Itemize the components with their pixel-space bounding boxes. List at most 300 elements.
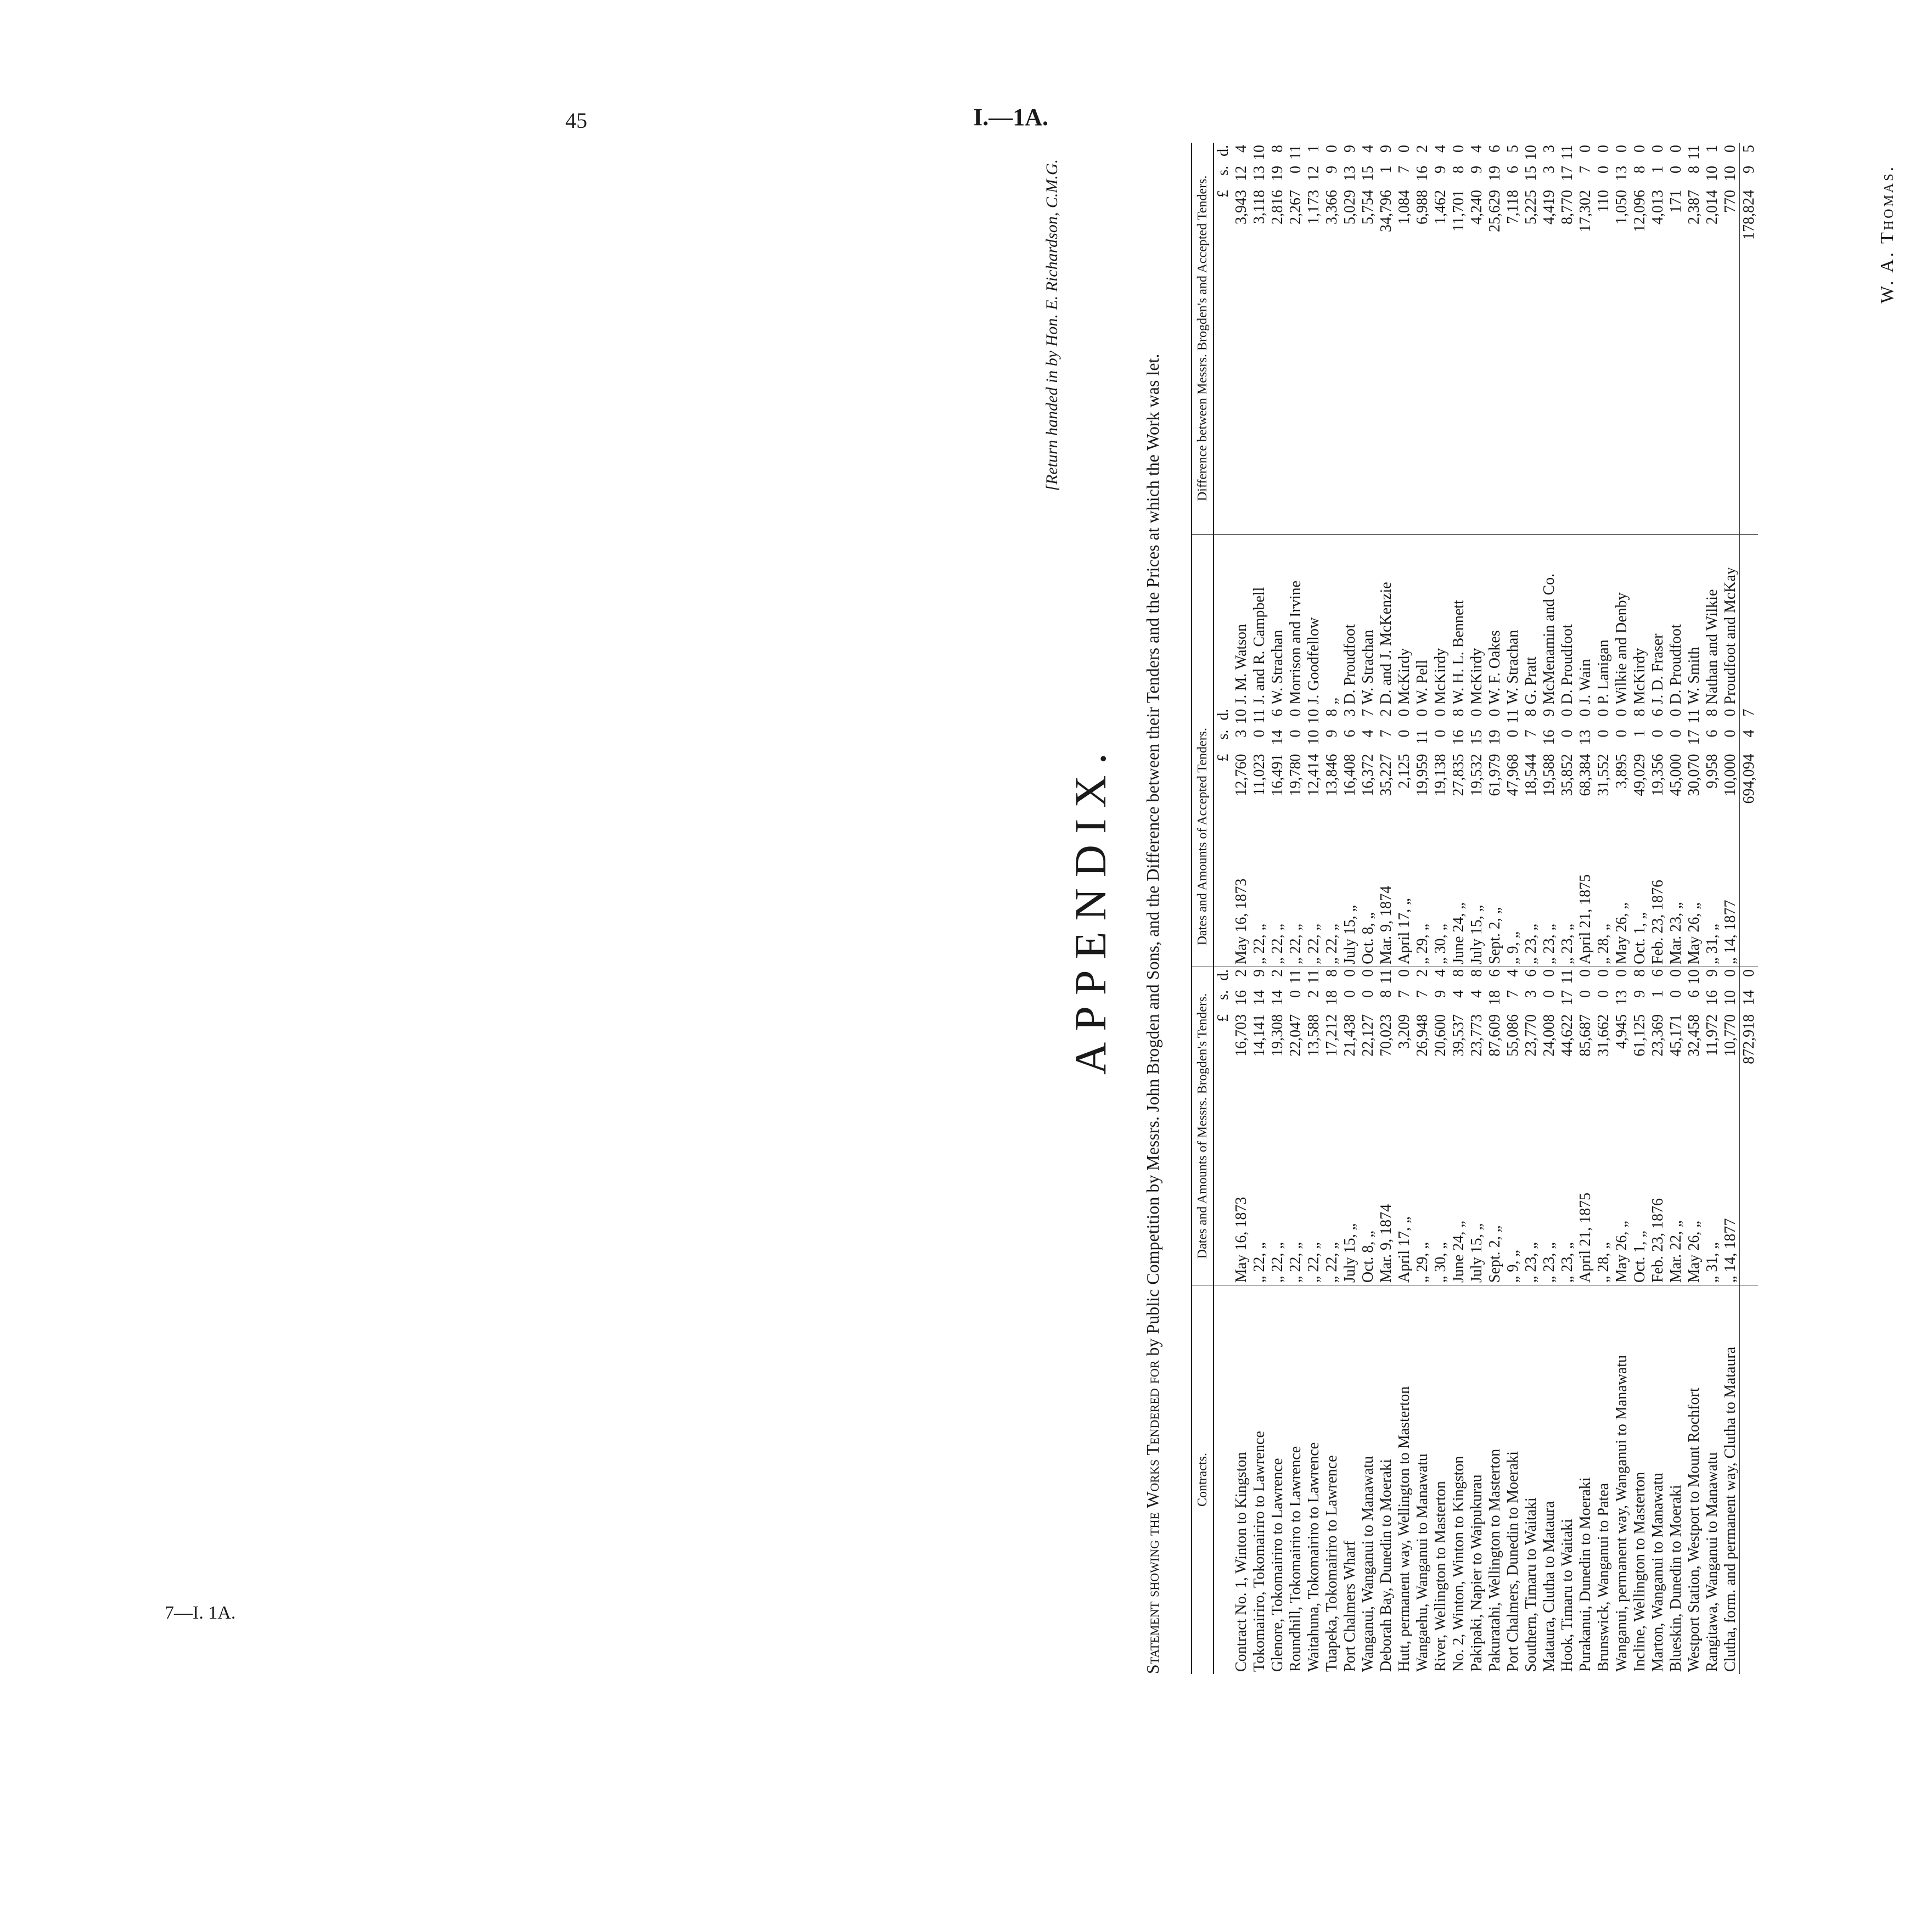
accepted-contractor: D. Proudfoot [1559, 624, 1576, 705]
difference-shillings: 8 [1450, 166, 1467, 173]
brogden-pounds: 23,773 [1468, 1014, 1485, 1057]
difference-shillings: 9 [1323, 166, 1340, 173]
accepted-contractor: Nathan and Wilkie [1704, 589, 1721, 705]
accepted-shillings: 15 [1468, 729, 1485, 745]
accepted-date: „ 23, „ [1540, 830, 1558, 967]
brogden-date: „ 22, „ [1305, 1111, 1323, 1285]
contract-name: Port Chalmers, Dunedin to Moeraki [1504, 1451, 1521, 1672]
difference-pounds: 2,267 [1287, 188, 1305, 534]
difference-pence: 0 [1649, 145, 1666, 153]
accepted-date: Mar. 9, 1874 [1377, 830, 1395, 967]
accepted-contractor: W. Pell [1414, 660, 1431, 705]
table-row [1703, 143, 1721, 1674]
brogden-pounds: 23,369 [1649, 1014, 1666, 1057]
table-units-row [1214, 143, 1232, 1674]
return-note: [Return handed in by Hon. E. Richardson, C.M.G. [1043, 159, 1061, 491]
brogden-date: Sept. 2, „ [1486, 1111, 1504, 1285]
accepted-contractor: W. F. Oakes [1486, 630, 1503, 705]
contract-name: Contract No. 1, Winton to Kingston [1233, 1452, 1250, 1672]
brogden-shillings: 0 [1541, 990, 1558, 998]
tenders-table [1191, 143, 1758, 1674]
accepted-pence: 7 [1360, 709, 1377, 717]
accepted-date: „ 22, „ [1305, 830, 1323, 967]
difference-pence: 3 [1541, 145, 1558, 153]
brogden-shillings: 7 [1414, 990, 1431, 998]
difference-shillings: 7 [1577, 166, 1594, 173]
accepted-pence: 0 [1722, 709, 1739, 717]
accepted-contractor: J. Wain [1577, 659, 1594, 705]
accepted-pounds: 16,372 [1360, 754, 1377, 796]
difference-pounds: 4,240 [1468, 188, 1486, 534]
brogden-pence: 8 [1323, 969, 1340, 977]
contract-name: Port Chalmers Wharf [1341, 1541, 1358, 1672]
brogden-pounds: 24,008 [1541, 1014, 1558, 1057]
accepted-contractor: D. Proudfoot [1667, 624, 1684, 705]
accepted-pence: 0 [1667, 709, 1684, 717]
difference-shillings: 0 [1667, 166, 1684, 173]
brogden-pence: 11 [1559, 969, 1576, 984]
brogden-date: Mar. 22, „ [1667, 1111, 1685, 1285]
difference-pence: 0 [1577, 145, 1594, 153]
accepted-shillings: 16 [1450, 729, 1467, 745]
difference-pence: 0 [1595, 145, 1612, 153]
brogden-date: July 15, „ [1468, 1111, 1486, 1285]
difference-pounds: 1,084 [1395, 188, 1413, 534]
accepted-pounds: 16,491 [1269, 754, 1286, 796]
unit-shilling: s. [1215, 729, 1232, 740]
brogden-pounds: 13,588 [1305, 1014, 1322, 1057]
brogden-shillings: 10 [1722, 990, 1739, 1006]
accepted-date: „ 22, „ [1287, 830, 1305, 967]
brogden-shillings: 18 [1323, 990, 1340, 1006]
brogden-pence: 0 [1360, 969, 1377, 977]
brogden-shillings: 4 [1450, 990, 1467, 998]
accepted-shillings: 3 [1233, 729, 1250, 738]
accepted-date: Feb. 23, 1876 [1649, 830, 1667, 967]
accepted-date: Sept. 2, „ [1486, 830, 1504, 967]
difference-pence: 4 [1468, 145, 1485, 153]
brogden-shillings: 4 [1468, 990, 1485, 998]
accepted-pounds: 10,000 [1722, 754, 1739, 796]
accepted-shillings: 13 [1577, 729, 1594, 745]
difference-pence: 4 [1360, 145, 1377, 153]
header-contracts: Contracts. [1192, 1285, 1214, 1675]
difference-pence: 0 [1323, 145, 1340, 153]
contract-name: Hook, Timaru to Waitaki [1559, 1519, 1576, 1672]
brogden-pence: 11 [1378, 969, 1395, 984]
accepted-pence: 0 [1396, 709, 1413, 717]
table-row [1594, 143, 1613, 1674]
brogden-pounds: 39,537 [1450, 1014, 1467, 1057]
difference-pounds: 3,118 [1250, 188, 1268, 534]
accepted-contractor: W. H. L. Bennett [1450, 600, 1467, 705]
accepted-contractor: W. Smith [1686, 647, 1703, 705]
header-brogden: Dates and Amounts of Messrs. Brogden's Tenders. [1192, 967, 1214, 1285]
brogden-pounds: 32,458 [1686, 1014, 1703, 1057]
footer-left: 7—I. 1A. [165, 1603, 236, 1623]
difference-pence: 11 [1559, 145, 1576, 160]
accepted-date: July 15, „ [1341, 830, 1359, 967]
brogden-pounds: 4,945 [1613, 1014, 1630, 1049]
brogden-date: „ 22, „ [1268, 1111, 1287, 1285]
total-brogden-pence: 0 [1740, 967, 1759, 988]
table-row [1540, 143, 1558, 1674]
difference-shillings: 15 [1523, 166, 1540, 181]
brogden-shillings: 16 [1704, 990, 1721, 1006]
difference-pounds: 4,419 [1540, 188, 1558, 534]
accepted-date: Oct. 8, „ [1359, 830, 1377, 967]
difference-pence: 0 [1722, 145, 1739, 153]
accepted-pence: 6 [1269, 709, 1286, 717]
table-row [1649, 143, 1667, 1674]
difference-pounds: 5,029 [1341, 188, 1359, 534]
table-row [1667, 143, 1685, 1674]
brogden-pence: 0 [1613, 969, 1630, 977]
contract-name: Clutha, form. and permanent way, Clutha to Mataura [1722, 1346, 1739, 1672]
contract-name: Glenore, Tokomairiro to Lawrence [1269, 1458, 1286, 1672]
brogden-pounds: 85,687 [1577, 1014, 1594, 1057]
table-row [1359, 143, 1377, 1674]
accepted-pence: 11 [1504, 709, 1521, 724]
page-title: APPENDIX. [1065, 742, 1115, 1075]
contract-name: Roundhill, Tokomairiro to Lawrence [1287, 1446, 1304, 1672]
brogden-date: July 15, „ [1341, 1111, 1359, 1285]
brogden-pounds: 70,023 [1378, 1014, 1395, 1057]
accepted-pence: 11 [1251, 709, 1268, 724]
brogden-date: „ 29, „ [1413, 1111, 1431, 1285]
accepted-pounds: 19,356 [1649, 754, 1666, 796]
brogden-date: June 24, „ [1450, 1111, 1468, 1285]
accepted-date: „ 22, „ [1323, 830, 1341, 967]
table-row [1377, 143, 1395, 1674]
brogden-date: „ 22, „ [1287, 1111, 1305, 1285]
accepted-pounds: 68,384 [1577, 754, 1594, 796]
accepted-date: Oct. 1, „ [1631, 830, 1649, 967]
accepted-shillings: 14 [1269, 729, 1286, 745]
brogden-date: April 17, „ [1395, 1111, 1413, 1285]
accepted-date: „ 23, „ [1558, 830, 1576, 967]
brogden-pence: 2 [1233, 969, 1250, 977]
contract-name: Marton, Wanganui to Manawatu [1649, 1473, 1666, 1672]
contract-name: Tokomairiro, Tokomairiro to Lawrence [1251, 1431, 1268, 1672]
difference-pence: 0 [1396, 145, 1413, 153]
accepted-date: April 21, 1875 [1576, 830, 1594, 967]
brogden-date: „ 31, „ [1703, 1111, 1721, 1285]
table-row [1685, 143, 1703, 1674]
accepted-shillings: 6 [1341, 729, 1358, 738]
difference-shillings: 15 [1360, 166, 1377, 181]
brogden-pounds: 55,086 [1504, 1014, 1521, 1057]
difference-shillings: 8 [1686, 166, 1703, 173]
page-number: 45 [565, 108, 587, 133]
table-row [1613, 143, 1631, 1674]
brogden-date: May 16, 1873 [1232, 1111, 1250, 1285]
accepted-pounds: 18,544 [1523, 754, 1540, 796]
contract-name: Pakipaki, Napier to Waipukurau [1468, 1474, 1485, 1672]
brogden-pence: 11 [1305, 969, 1322, 984]
difference-pounds: 11,701 [1450, 188, 1468, 534]
statement-rest: by Public Competition by Messrs. John Brogden and Sons, and the Difference between their Tenders and the Prices at which the Work was let. [1143, 353, 1162, 1356]
accepted-pounds: 19,588 [1541, 754, 1558, 796]
brogden-pounds: 3,209 [1396, 1014, 1413, 1049]
unit-shilling: s. [1215, 166, 1232, 176]
brogden-pence: 0 [1577, 969, 1594, 977]
accepted-pence: 0 [1613, 709, 1630, 717]
table-row [1250, 143, 1268, 1674]
brogden-pence: 8 [1450, 969, 1467, 977]
accepted-pounds: 19,780 [1287, 754, 1304, 796]
brogden-date: Mar. 9, 1874 [1377, 1111, 1395, 1285]
accepted-pence: 11 [1686, 709, 1703, 724]
total-difference-pence: 5 [1740, 143, 1759, 164]
difference-shillings: 10 [1722, 166, 1739, 181]
brogden-date: „ 23, „ [1522, 1111, 1540, 1285]
contract-name: Wangaehu, Wanganui to Manawatu [1414, 1453, 1431, 1672]
table-row [1576, 143, 1594, 1674]
accepted-contractor: D. Proudfoot [1341, 624, 1358, 705]
accepted-contractor: McKirdy [1468, 648, 1485, 705]
accepted-shillings: 9 [1323, 729, 1340, 738]
contract-name: Westport Station, Westport to Mount Rochfort [1686, 1388, 1703, 1672]
total-difference-pounds: 178,824 [1740, 188, 1759, 534]
brogden-pence: 0 [1722, 969, 1739, 977]
brogden-shillings: 8 [1378, 990, 1395, 998]
accepted-contractor: J. M. Watson [1233, 624, 1250, 705]
table-row [1232, 143, 1250, 1674]
brogden-pounds: 44,622 [1559, 1014, 1576, 1057]
difference-pence: 0 [1613, 145, 1630, 153]
accepted-shillings: 7 [1378, 729, 1395, 738]
accepted-date: „ 23, „ [1522, 830, 1540, 967]
brogden-date: May 26, „ [1613, 1111, 1631, 1285]
brogden-date: „ 28, „ [1594, 1111, 1613, 1285]
brogden-pounds: 22,047 [1287, 1014, 1304, 1057]
signature [1877, 165, 1898, 304]
brogden-date: „ 23, „ [1558, 1111, 1576, 1285]
accepted-pence: 8 [1631, 709, 1648, 717]
difference-pounds: 1,462 [1431, 188, 1450, 534]
accepted-contractor: McKirdy [1396, 648, 1413, 705]
table-row [1468, 143, 1486, 1674]
table-row [1450, 143, 1468, 1674]
brogden-pence: 9 [1704, 969, 1721, 977]
brogden-pence: 4 [1432, 969, 1449, 977]
accepted-contractor: W. Strachan [1360, 630, 1377, 705]
accepted-pounds: 16,408 [1341, 754, 1358, 796]
total-accepted-shillings: 4 [1740, 727, 1759, 751]
contract-name: No. 2, Winton, Winton to Kingston [1450, 1456, 1467, 1672]
difference-pounds: 171 [1667, 188, 1685, 534]
header-difference: Difference between Messrs. Brogden's and Accepted Tenders. [1192, 143, 1214, 534]
brogden-pounds: 21,438 [1341, 1014, 1358, 1057]
contract-name: Rangitawa, Wanganui to Manawatu [1704, 1452, 1721, 1672]
brogden-pounds: 19,308 [1269, 1014, 1286, 1057]
unit-pence: d. [1215, 145, 1232, 156]
difference-shillings: 6 [1504, 166, 1521, 173]
contract-name: Purakanui, Dunedin to Moeraki [1577, 1477, 1594, 1672]
difference-pounds: 2,387 [1685, 188, 1703, 534]
accepted-date: May 26, „ [1613, 830, 1631, 967]
accepted-shillings: 4 [1360, 729, 1377, 738]
accepted-contractor: Morrison and Irvine [1287, 580, 1304, 705]
accepted-shillings: 1 [1631, 729, 1648, 738]
brogden-pence: 11 [1287, 969, 1304, 984]
accepted-contractor: P. Lanigan [1595, 639, 1612, 705]
accepted-pounds: 12,414 [1305, 754, 1322, 796]
difference-pounds: 25,629 [1486, 188, 1504, 534]
difference-pounds: 34,796 [1377, 188, 1395, 534]
brogden-date: „ 23, „ [1540, 1111, 1558, 1285]
accepted-shillings: 0 [1595, 729, 1612, 738]
unit-pound: £ [1214, 188, 1232, 534]
accepted-shillings: 0 [1559, 729, 1576, 738]
difference-pence: 4 [1233, 145, 1250, 153]
brogden-shillings: 7 [1396, 990, 1413, 998]
accepted-pence: 0 [1432, 709, 1449, 717]
accepted-shillings: 0 [1251, 729, 1268, 738]
brogden-shillings: 17 [1559, 990, 1576, 1006]
difference-shillings: 9 [1432, 166, 1449, 173]
brogden-shillings: 14 [1269, 990, 1286, 1006]
accepted-contractor: Proudfoot and McKay [1722, 567, 1739, 705]
contract-name: Tuapeka, Tokomairiro to Lawrence [1323, 1455, 1340, 1672]
accepted-date: July 15, „ [1468, 830, 1486, 967]
brogden-shillings: 0 [1577, 990, 1594, 998]
difference-pounds: 5,754 [1359, 188, 1377, 534]
contract-name: Deborah Bay, Dunedin to Moeraki [1378, 1459, 1395, 1672]
accepted-pounds: 19,959 [1414, 754, 1431, 796]
total-accepted-pounds: 694,094 [1740, 751, 1759, 830]
accepted-contractor: G. Pratt [1523, 656, 1540, 705]
brogden-pounds: 61,125 [1631, 1014, 1648, 1057]
difference-pence: 11 [1686, 145, 1703, 160]
accepted-pounds: 61,979 [1486, 754, 1503, 796]
difference-pounds: 5,225 [1522, 188, 1540, 534]
brogden-shillings: 13 [1613, 990, 1630, 1006]
difference-pence: 0 [1667, 145, 1684, 153]
accepted-date: Mar. 23, „ [1667, 830, 1685, 967]
accepted-shillings: 0 [1504, 729, 1521, 738]
accepted-shillings: 6 [1704, 729, 1721, 738]
table-row [1558, 143, 1576, 1674]
accepted-shillings: 17 [1686, 729, 1703, 745]
brogden-date: „ 22, „ [1250, 1111, 1268, 1285]
difference-pence: 1 [1305, 145, 1322, 153]
accepted-pence: 8 [1323, 709, 1340, 717]
difference-shillings: 7 [1396, 166, 1413, 173]
accepted-pounds: 13,846 [1323, 754, 1340, 796]
brogden-pounds: 11,972 [1704, 1014, 1721, 1056]
difference-shillings: 12 [1305, 166, 1322, 181]
accepted-shillings: 10 [1305, 729, 1322, 745]
brogden-date: Feb. 23, 1876 [1649, 1111, 1667, 1285]
brogden-pence: 0 [1396, 969, 1413, 977]
accepted-contractor: D. and J. McKenzie [1378, 582, 1395, 705]
accepted-date: April 17, „ [1395, 830, 1413, 967]
brogden-shillings: 1 [1649, 990, 1666, 998]
brogden-date: „ 14, 1877 [1721, 1111, 1740, 1285]
unit-pence: d. [1215, 709, 1232, 721]
brogden-pounds: 22,127 [1360, 1014, 1377, 1057]
accepted-pounds: 35,227 [1378, 754, 1395, 796]
accepted-shillings: 19 [1486, 729, 1503, 745]
brogden-shillings: 0 [1341, 990, 1358, 998]
difference-pence: 0 [1631, 145, 1648, 153]
accepted-pence: 2 [1378, 709, 1395, 717]
difference-pounds: 7,118 [1504, 188, 1522, 534]
difference-pence: 5 [1504, 145, 1521, 153]
brogden-pence: 0 [1541, 969, 1558, 977]
brogden-shillings: 2 [1305, 990, 1322, 998]
accepted-date: „ 14, 1877 [1721, 830, 1740, 967]
brogden-date: Oct. 8, „ [1359, 1111, 1377, 1285]
accepted-contractor: J. and R. Campbell [1251, 587, 1268, 705]
brogden-pounds: 23,770 [1523, 1014, 1540, 1057]
difference-shillings: 8 [1631, 166, 1648, 173]
difference-shillings: 19 [1486, 166, 1503, 181]
accepted-date: May 26, „ [1685, 830, 1703, 967]
accepted-pence: 0 [1595, 709, 1612, 717]
table-row [1323, 143, 1341, 1674]
brogden-shillings: 16 [1233, 990, 1250, 1006]
brogden-pounds: 20,600 [1432, 1014, 1449, 1057]
accepted-shillings: 11 [1414, 729, 1431, 745]
contract-name: Pakuratahi, Wellington to Masterton [1486, 1448, 1503, 1672]
table-row [1504, 143, 1522, 1674]
brogden-pence: 4 [1504, 969, 1521, 977]
difference-shillings: 1 [1378, 166, 1395, 173]
difference-pounds: 8,770 [1558, 188, 1576, 534]
accepted-date: „ 22, „ [1250, 830, 1268, 967]
accepted-shillings: 0 [1396, 729, 1413, 738]
accepted-pence: 0 [1559, 709, 1576, 717]
contract-name: Waitahuna, Tokomairiro to Lawrence [1305, 1442, 1322, 1672]
totals-row [1740, 143, 1759, 1674]
table-row [1287, 143, 1305, 1674]
table-row [1305, 143, 1323, 1674]
brogden-pounds: 26,948 [1414, 1014, 1431, 1057]
table-row [1268, 143, 1287, 1674]
difference-pounds: 2,014 [1703, 188, 1721, 534]
accepted-pounds: 2,125 [1396, 754, 1413, 789]
accepted-pounds: 45,000 [1667, 754, 1684, 796]
accepted-pence: 0 [1287, 709, 1304, 717]
difference-pence: 4 [1432, 145, 1449, 153]
difference-pounds: 4,013 [1649, 188, 1667, 534]
accepted-pence: 10 [1233, 709, 1250, 724]
table-row [1522, 143, 1540, 1674]
table-row [1395, 143, 1413, 1674]
difference-shillings: 0 [1595, 166, 1612, 173]
brogden-shillings: 18 [1486, 990, 1503, 1006]
brogden-pounds: 17,212 [1323, 1014, 1340, 1057]
difference-pounds: 3,366 [1323, 188, 1341, 534]
brogden-shillings: 7 [1504, 990, 1521, 998]
accepted-pounds: 27,835 [1450, 754, 1467, 796]
accepted-contractor: McKirdy [1631, 648, 1648, 705]
difference-shillings: 0 [1287, 166, 1304, 173]
difference-pence: 8 [1269, 145, 1286, 153]
brogden-pounds: 10,770 [1722, 1014, 1739, 1057]
brogden-pounds: 14,141 [1251, 1014, 1268, 1057]
difference-shillings: 1 [1649, 166, 1666, 173]
accepted-pounds: 49,029 [1631, 754, 1648, 796]
brogden-pence: 6 [1486, 969, 1503, 977]
difference-shillings: 12 [1233, 166, 1250, 181]
accepted-date: May 16, 1873 [1232, 830, 1250, 967]
accepted-contractor: „ [1323, 698, 1340, 705]
brogden-shillings: 0 [1360, 990, 1377, 998]
